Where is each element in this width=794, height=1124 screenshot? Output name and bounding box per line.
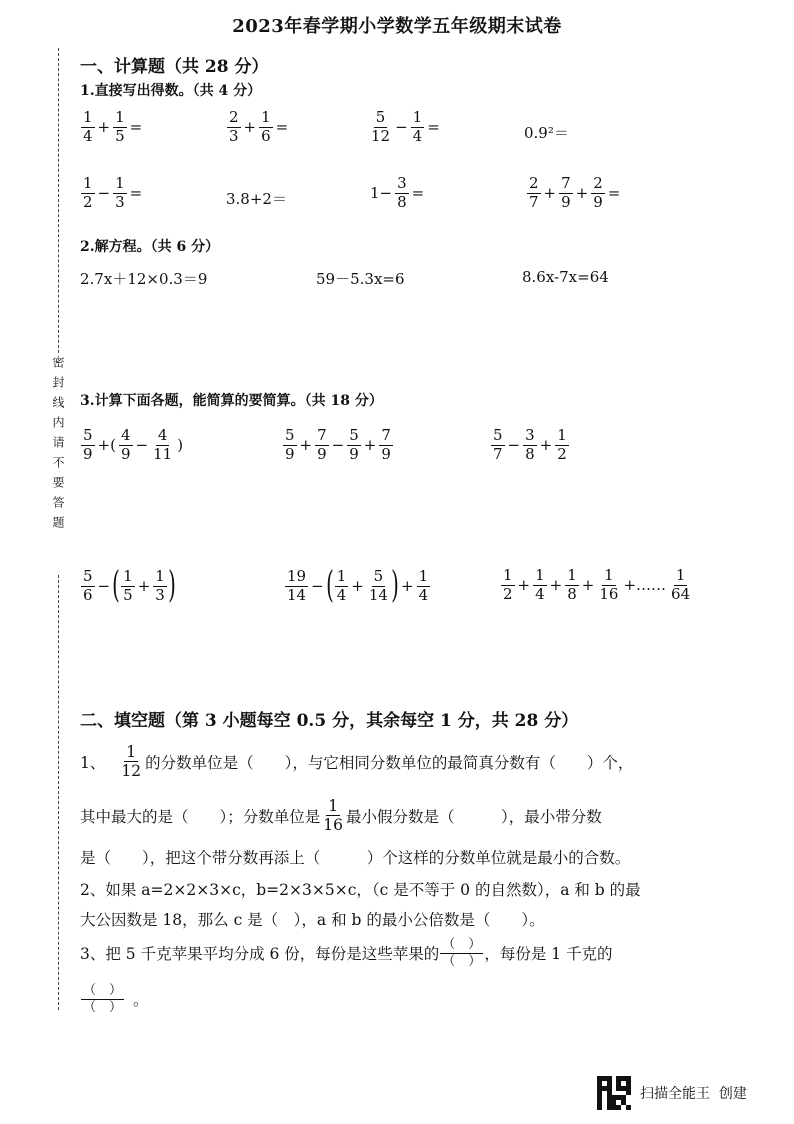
fraction [395, 176, 409, 211]
operator: + [543, 184, 557, 203]
q1-line2-text-b: 最小假分数是（ ），最小带分数 [346, 807, 602, 826]
denominator: 4 [418, 585, 429, 604]
equation-1: 2.7x＋12×0.3＝9 [80, 270, 208, 288]
operator: − [395, 118, 408, 137]
q1-fraction-1-12: $\frac{1}{12}$ [121, 743, 142, 781]
operator: + [539, 436, 553, 455]
bracket: ) [168, 565, 176, 606]
equals-sign: = [129, 184, 143, 203]
q1-prefix: 1、 [80, 753, 106, 772]
q2-line1: 2、如果 a=2×2×3×c，b=2×3×5×c，（c 是不等于 0 的自然数），a 和 b 的最 [80, 881, 641, 899]
operator: + [517, 576, 531, 595]
operator: + [351, 577, 364, 595]
fraction [533, 568, 547, 603]
denominator: 4 [535, 584, 545, 603]
denominator: 9 [381, 444, 391, 463]
operator: 1− [370, 184, 393, 203]
calc-problem-1 [80, 428, 185, 463]
numerator: 5 [83, 566, 93, 585]
q3-line2 [80, 984, 149, 1014]
operator: + [363, 436, 377, 455]
bracket: ( [112, 565, 121, 606]
denominator: 8 [397, 192, 407, 211]
denominator: 4 [412, 126, 423, 145]
fraction [555, 428, 569, 463]
numerator: 7 [381, 426, 391, 444]
fraction [283, 428, 297, 463]
operator: + [400, 577, 414, 595]
q3-blank-fraction-2[interactable]: $\frac{( )}{( )}$ [83, 983, 123, 1015]
denominator: 7 [529, 192, 539, 211]
fraction [565, 568, 579, 603]
operator: + [243, 118, 257, 137]
calc-problem-4 [80, 565, 176, 606]
numerator: 3 [525, 426, 535, 444]
operator: + [299, 436, 313, 455]
fraction [81, 110, 95, 145]
mental-calc-1 [80, 110, 144, 145]
exam-title: 2023年春学期小学数学五年级期末试卷 [232, 16, 562, 37]
bracket: ( [325, 565, 334, 606]
q1-line2 [80, 798, 602, 834]
numerator: 1 [557, 426, 567, 444]
numerator: 1 [503, 566, 513, 584]
numerator: 1 [261, 108, 271, 126]
fraction [367, 566, 390, 604]
denominator: 8 [567, 584, 577, 603]
denominator: 5 [115, 126, 125, 145]
numerator: 1 [567, 566, 577, 584]
operator: − [135, 436, 149, 455]
fraction [417, 566, 431, 604]
denominator: 4 [336, 585, 347, 604]
fraction [411, 110, 425, 145]
part3-heading: 3.计算下面各题，能简算的要简算。（共 18 分） [80, 393, 383, 409]
denominator: 11 [153, 444, 173, 463]
denominator: 4 [83, 126, 93, 145]
operator: + [137, 577, 151, 595]
denominator: 3 [115, 192, 125, 211]
denominator: 9 [83, 444, 93, 463]
numerator: 5 [375, 108, 386, 126]
seal-line-bottom [58, 575, 59, 1010]
denominator: 3 [229, 126, 239, 145]
denominator: 14 [368, 585, 388, 604]
numerator: 5 [285, 426, 295, 444]
scanner-credit: 扫描全能王 创建 [640, 1086, 747, 1102]
numerator: 1 [83, 174, 93, 192]
denominator: 9 [285, 444, 295, 463]
fraction [285, 566, 308, 604]
mental-calc-4: 0.9²＝ [524, 124, 569, 142]
equals-sign: = [411, 184, 425, 203]
numerator: 1 [115, 174, 125, 192]
denominator: 64 [671, 584, 691, 603]
seal-line-top [58, 48, 59, 353]
q1-line1-text: 的分数单位是（ ），与它相同分数单位的最简真分数有（ ）个， [145, 753, 634, 772]
qr-code-icon [597, 1076, 631, 1110]
denominator: 6 [83, 585, 93, 604]
numerator: 1 [155, 566, 165, 585]
fraction [379, 428, 393, 463]
numerator: 4 [157, 426, 168, 444]
fraction [151, 428, 174, 463]
denominator: 5 [123, 585, 133, 604]
numerator: 5 [493, 426, 503, 444]
numerator: 5 [83, 426, 93, 444]
operator: − [97, 184, 111, 203]
part1-heading: 1.直接写出得数。（共 4 分） [80, 83, 262, 99]
q3-line1 [80, 938, 613, 968]
numerator: 1 [123, 566, 133, 585]
fraction [559, 176, 573, 211]
fraction [369, 110, 392, 145]
numerator: 19 [287, 566, 307, 585]
operator: +…… [623, 576, 667, 595]
calc-problem-3 [490, 428, 570, 463]
calc-problem-6 [500, 568, 693, 603]
denominator: 2 [557, 444, 567, 463]
operator: ) [177, 436, 184, 455]
fraction [591, 176, 605, 211]
denominator: 9 [593, 192, 603, 211]
equals-sign: = [275, 118, 289, 137]
fraction [81, 176, 95, 211]
numerator: 5 [349, 426, 359, 444]
fraction [527, 176, 541, 211]
fraction [335, 566, 349, 604]
q1-line3: 是（ ），把这个带分数再添上（ ）个这样的分数单位就是最小的合数。 [80, 849, 631, 867]
numerator: 5 [373, 566, 384, 585]
numerator: 2 [529, 174, 539, 192]
mental-calc-2 [226, 110, 290, 145]
mental-calc-6: 3.8+2＝ [226, 190, 287, 208]
fraction [669, 568, 692, 603]
numerator: 2 [593, 174, 603, 192]
numerator: 1 [115, 108, 125, 126]
bracket: ) [391, 565, 399, 606]
operator: − [97, 577, 111, 595]
equals-sign: = [129, 118, 143, 137]
q1-line2-text-a: 其中最大的是（ ）；分数单位是 [80, 807, 321, 826]
numerator: 7 [317, 426, 327, 444]
denominator: 2 [503, 584, 513, 603]
denominator: 7 [493, 444, 503, 463]
denominator: 2 [83, 192, 93, 211]
seal-line-note: 密封线内请不要答题 [51, 356, 65, 536]
section2-heading: 二、填空题（第 3 小题每空 0.5 分，其余每空 1 分，共 28 分） [80, 711, 579, 731]
fraction [121, 566, 135, 604]
numerator: 7 [561, 174, 571, 192]
operator: +( [97, 436, 116, 455]
numerator: 1 [83, 108, 93, 126]
denominator: 14 [287, 585, 307, 604]
q3-line1-text-a: 3、把 5 千克苹果平均分成 6 份，每份是这些苹果的 [80, 945, 440, 964]
denominator: 8 [525, 444, 535, 463]
denominator: 3 [155, 585, 165, 604]
numerator: 1 [412, 108, 423, 126]
denominator: 9 [120, 444, 131, 463]
fraction [597, 568, 620, 603]
q3-line1-text-b: ，每份是 1 千克的 [484, 945, 613, 964]
operator: + [575, 184, 589, 203]
operator: + [97, 118, 111, 137]
calc-problem-5 [284, 565, 431, 606]
numerator: 1 [336, 566, 347, 585]
denominator: 12 [371, 126, 391, 145]
denominator: 6 [261, 126, 271, 145]
fraction [81, 566, 95, 604]
fraction [227, 110, 241, 145]
fraction [113, 176, 127, 211]
q1-line1 [80, 744, 633, 780]
equation-3: 8.6x-7x=64 [522, 268, 609, 286]
numerator: 1 [675, 566, 686, 584]
equals-sign: = [427, 118, 440, 137]
operator: − [331, 436, 345, 455]
mental-calc-8 [526, 176, 622, 211]
numerator: 1 [604, 566, 614, 584]
denominator: 9 [317, 444, 327, 463]
operator: + [581, 576, 595, 595]
calc-problem-2 [282, 428, 394, 463]
fraction [347, 428, 361, 463]
fraction [113, 110, 127, 145]
denominator: 9 [561, 192, 571, 211]
fraction [315, 428, 329, 463]
operator: + [549, 576, 563, 595]
section1-heading: 一、计算题（共 28 分） [80, 57, 269, 77]
numerator: 2 [229, 108, 239, 126]
numerator: 1 [418, 566, 429, 585]
part2-heading: 2.解方程。（共 6 分） [80, 239, 220, 255]
fraction [119, 428, 133, 463]
equation-2: 59－5.3x=6 [316, 270, 405, 288]
fraction [523, 428, 537, 463]
numerator: 1 [535, 566, 545, 584]
q3-line2-end: 。 [133, 991, 149, 1010]
denominator: 16 [599, 584, 619, 603]
mental-calc-5 [80, 176, 144, 211]
fraction [153, 566, 167, 604]
mental-calc-3 [368, 110, 442, 145]
fraction [81, 428, 95, 463]
q2-line2: 大公因数是 18，那么 c 是（ ），a 和 b 的最小公倍数是（ ）。 [80, 911, 545, 929]
operator: − [507, 436, 521, 455]
numerator: 4 [120, 426, 131, 444]
fraction [501, 568, 515, 603]
operator: − [311, 577, 324, 595]
q3-blank-fraction-1[interactable]: $\frac{( )}{( )}$ [442, 937, 482, 969]
equals-sign: = [607, 184, 621, 203]
fraction [259, 110, 273, 145]
denominator: 9 [349, 444, 359, 463]
fraction [491, 428, 505, 463]
mental-calc-7 [368, 176, 426, 211]
numerator: 3 [397, 174, 407, 192]
q1-fraction-1-16: $\frac{1}{16}$ [323, 797, 343, 835]
